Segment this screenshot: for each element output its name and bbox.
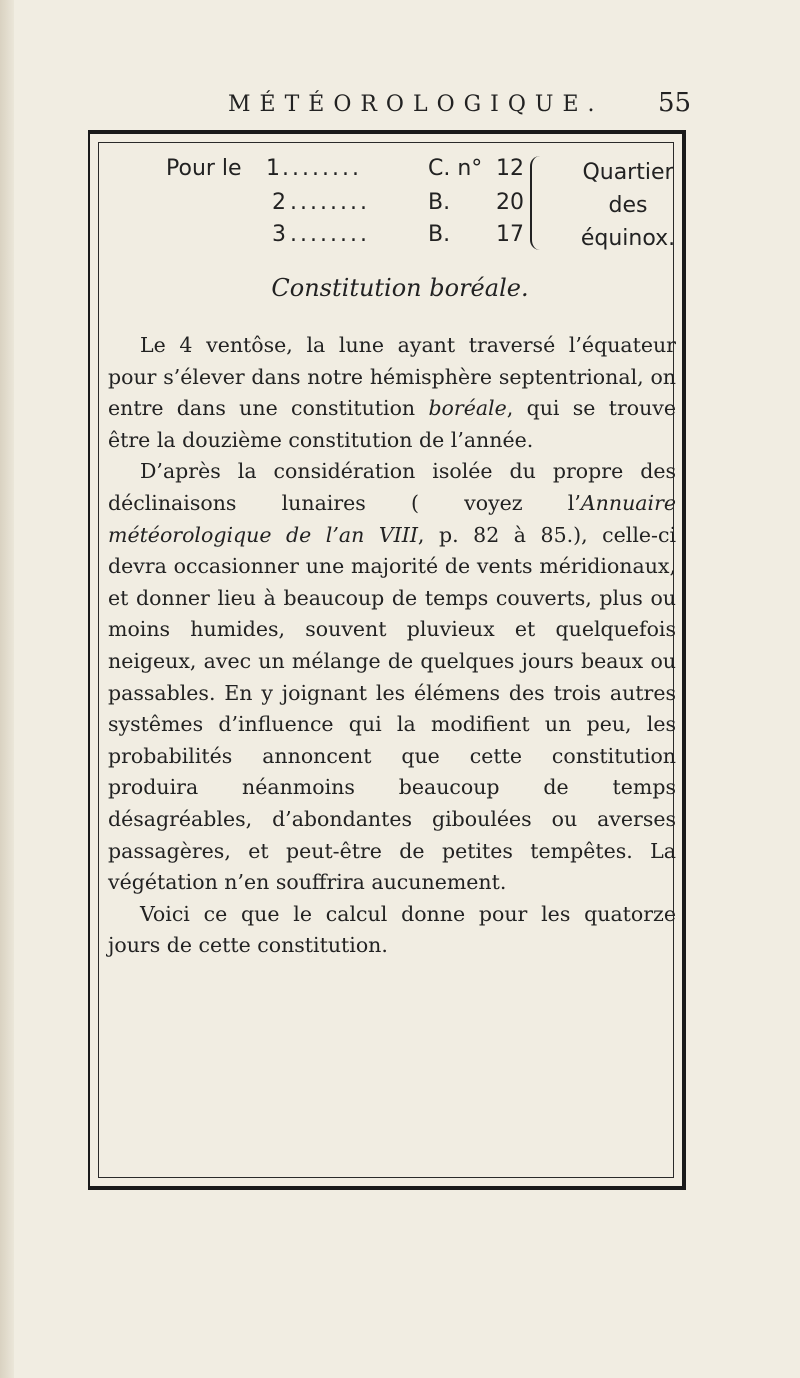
quarter-row-dots: ........ [290,222,370,247]
quarter-note-line: équinox. [580,226,676,251]
quarter-row-value: 12 [496,156,524,181]
paragraph [108,330,676,456]
text-run: Le 4 ventôse, la lune ayant traversé l’équateur pour s’élever dans notre hémisphère septentrional, on entre dans une constitution [108,333,676,421]
page-number: 55 [658,88,692,118]
paragraph [108,456,676,898]
italic-run: boréale [428,396,507,421]
quarter-row-code: B. [428,190,451,215]
paragraph [108,899,676,962]
quarter-note-line: des [608,193,648,218]
quarter-row-value: 20 [496,190,524,215]
text-run: D’après la considération isolée du propre des déclinaisons lunaires ( voyez l’ [108,459,676,515]
quarter-note [558,156,698,255]
quarter-row-number: 1 [266,156,280,181]
body-text [108,330,676,962]
quarter-lead: Pour le [166,156,242,181]
italic-run: Annuaire météorologique de l’an VIII [108,490,676,547]
quarter-row-code: C. n° [428,156,483,181]
quarter-row-value: 17 [496,222,524,247]
quarter-row-dots: ........ [290,190,370,215]
text-run: , p. 82 à 85.), celle-ci devra occasionner une majorité de vents méridionaux, et donner lieu à beaucoup de temps couverts, plus ou moins humides, souvent pluvieux et quelquefois neigeux, avec un mélange de quelques jours beaux ou passables. En y joignant les élémens des trois autres systêmes d’influence qui la modifient un peu, les probabilités annoncent que cette constitution produira néanmoins beaucoup de temps désagréables, d’abondantes giboulées ou averses passagères, et peut-être de petites tempêtes. La végétation n’en souffrira aucunement. [108,522,677,895]
text-run: , qui se trouve être la douzième constitution de l’année. [108,396,676,452]
curly-brace [530,156,542,250]
quarter-row-code: B. [428,222,451,247]
page-edge [0,0,14,1378]
quarter-row-dots: ........ [282,156,362,181]
section-title: Constitution boréale. [271,274,529,302]
running-head-title: MÉTÉOROLOGIQUE. [228,92,604,117]
text-run: Voici ce que le calcul donne pour les quatorze jours de cette constitution. [108,901,676,958]
quarter-row-number: 3 [272,222,286,247]
quarter-table [166,150,706,260]
quarter-row-number: 2 [272,190,286,215]
running-head [0,88,800,128]
quarter-note-line: Quartier [582,160,674,185]
